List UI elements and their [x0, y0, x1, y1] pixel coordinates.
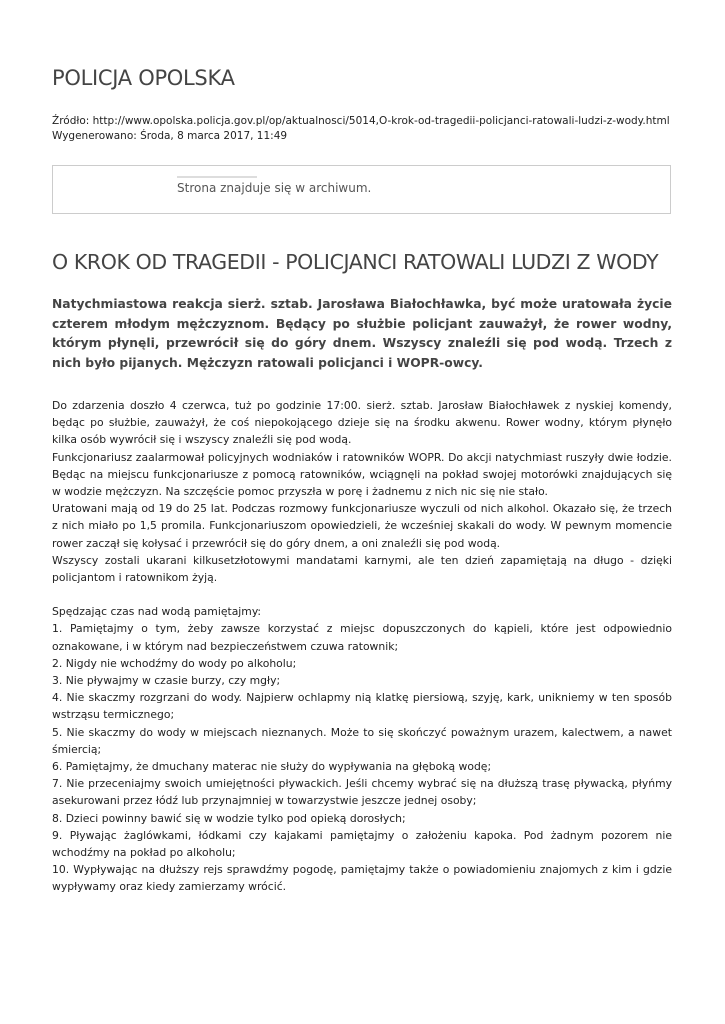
tip-item: 4. Nie skaczmy rozgrzani do wody. Najpierw ochlapmy nią klatkę piersiową, szyję, kark, unikniemy w ten sposób wstrząsu termicznego; — [52, 691, 672, 722]
article-lead: Natychmiastowa reakcja sierż. sztab. Jarosława Białochławka, być może uratowała życie czterem młodym mężczyznom. Będący po służbie policjant zauważył, że rower wodny, którym płynęli, przewrócił się do góry dnem. Wszyscy znaleźli się pod wodą. Trzech z nich było pijanych. Mężczyzn ratowali policjanci i WOPR-owcy. — [52, 297, 672, 370]
tip-item: 7. Nie przeceniajmy swoich umiejętności pływackich. Jeśli chcemy wybrać się na dłuższą trasę pływacką, płyńmy asekurowani przez łódź lub przynajmniej w towarzystwie jeszcze jednej osoby; — [52, 777, 672, 808]
article-paragraph: Wszyscy zostali ukarani kilkusetzłotowymi mandatami karnymi, ale ten dzień zapamiętają na długo - dzięki policjantom i ratownikom żyją. — [52, 553, 672, 585]
site-title: POLICJA OPOLSKA — [52, 66, 235, 90]
generated-date: Wygenerowano: Środa, 8 marca 2017, 11:49 — [52, 130, 288, 142]
article-paragraph: Funkcjonariusz zaalarmował policyjnych wodniaków i ratowników WOPR. Do akcji natychmiast ruszyły dwie łodzie. Będąc na miejscu funkcjonariusze z pomocą ratowników, wciągnęli na pokład swojej motorówki znajdujących się w wodzie mężczyzn. Na szczęście pomoc przyszła w porę i żadnemu z nich nic się nie stało. — [52, 450, 672, 499]
archive-notice-box — [52, 165, 671, 214]
tip-item: 9. Pływając żaglówkami, łódkami czy kajakami pamiętajmy o założeniu kapoka. Pod żadnym pozorem nie wchodźmy na pokład po alkoholu; — [52, 828, 672, 860]
archive-divider — [177, 176, 257, 178]
tips-intro: Spędzając czas nad wodą pamiętajmy: — [52, 605, 262, 619]
document-meta — [52, 114, 670, 144]
source-url: Źródło: http://www.opolska.policja.gov.pl/op/aktualnosci/5014,O-krok-od-tragedii-policjanci-ratowali-ludzi-z-wody.html — [52, 115, 670, 127]
tip-item: 6. Pamiętajmy, że dmuchany materac nie służy do wypływania na głęboką wodę; — [52, 760, 492, 774]
article-paragraph: Do zdarzenia doszło 4 czerwca, tuż po godzinie 17:00. sierż. sztab. Jarosław Białochławek z nyskiej komendy, będąc po służbie, zauważył, że coś niepokojącego dzieje się na środku akwenu. Rower wodny, którym płynęło kilka osób wywrócił się i wszyscy znaleźli się pod wodą. — [52, 399, 672, 447]
tip-item: 10. Wypływając na dłuższy rejs sprawdźmy pogodę, pamiętajmy także o powiadomieniu znajomych z kim i gdzie wypływamy oraz kiedy zamierzamy wrócić. — [52, 863, 672, 894]
article-title: O KROK OD TRAGEDII - POLICJANCI RATOWALI LUDZI Z WODY — [52, 250, 659, 274]
tip-item: 2. Nigdy nie wchodźmy do wody po alkoholu; — [52, 656, 297, 670]
archive-notice: Strona znajduje się w archiwum. — [177, 181, 372, 195]
paragraph-gap — [52, 586, 672, 603]
tip-item: 5. Nie skaczmy do wody w miejscach nieznanych. Może to się skończyć poważnym urazem, kalectwem, a nawet śmiercią; — [52, 725, 672, 756]
tip-item: 1. Pamiętajmy o tym, żeby zawsze korzystać z miejsc dopuszczonych do kąpieli, które jest odpowiednio oznakowane, i w którym nad bezpieczeństwem czuwa ratownik; — [52, 622, 672, 653]
tip-item: 3. Nie pływajmy w czasie burzy, czy mgły; — [52, 674, 281, 688]
article-body — [52, 397, 672, 896]
tip-item: 8. Dzieci powinny bawić się w wodzie tylko pod opieką dorosłych; — [52, 811, 406, 825]
article-paragraph: Uratowani mają od 19 do 25 lat. Podczas rozmowy funkcjonariusze wyczuli od nich alkohol. Okazało się, że trzech z nich miało po 1,5 promila. Funkcjonariuszom opowiedzieli, że wcześniej skakali do wody. W pewnym momencie rower zaczął się kołysać i przewrócił się do góry dnem, a oni znaleźli się pod wodą. — [52, 502, 672, 550]
